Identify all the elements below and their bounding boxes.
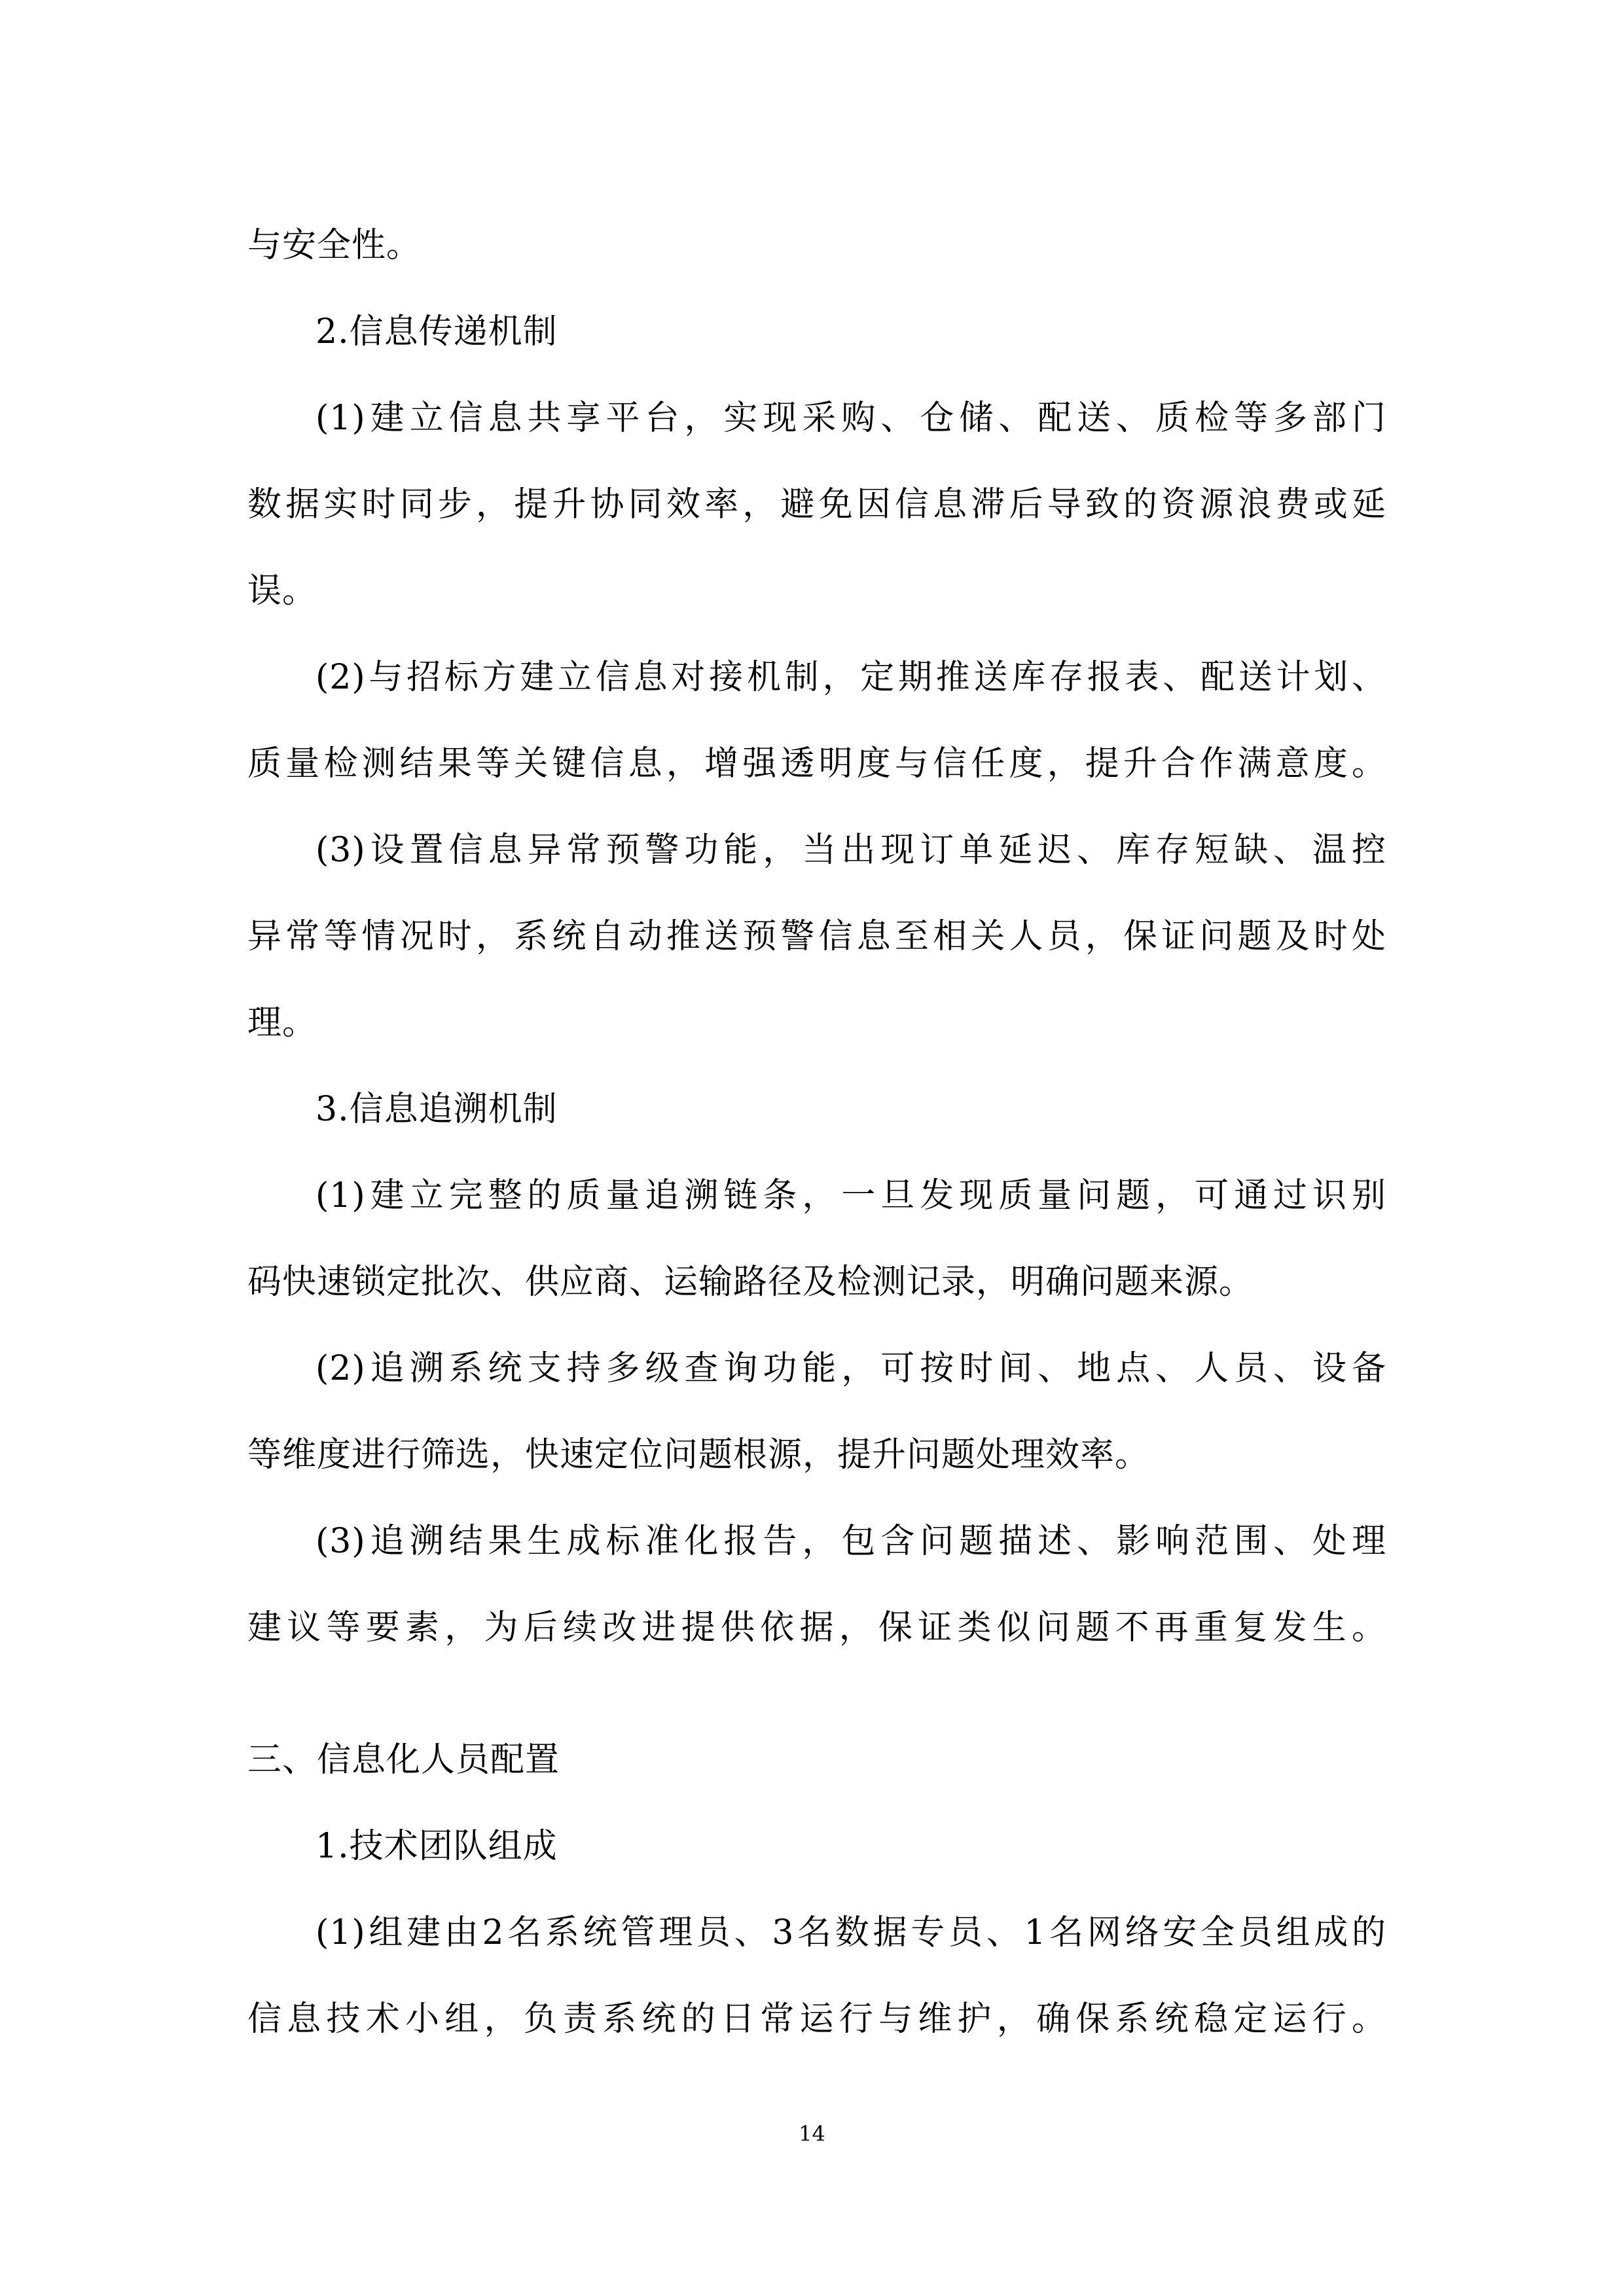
paragraph-line: (2)追溯系统支持多级查询功能，可按时间、地点、人员、设备 (316, 1349, 1386, 1388)
section-heading: 三、信息化人员配置 (247, 1740, 560, 1780)
paragraph-line: 质量检测结果等关键信息，增强透明度与信任度，提升合作满意度。 (247, 744, 1386, 783)
paragraph-line: 数据实时同步，提升协同效率，避免因信息滞后导致的资源浪费或延 (247, 485, 1386, 524)
paragraph-line: (1)建立信息共享平台，实现采购、仓储、配送、质检等多部门 (316, 399, 1386, 438)
document-body (247, 202, 1386, 2062)
paragraph-line: (3)设置信息异常预警功能，当出现订单延迟、库存短缺、温控 (316, 831, 1386, 870)
paragraph-line: 理。 (247, 1003, 317, 1043)
paragraph-line: (2)与招标方建立信息对接机制，定期推送库存报表、配送计划、 (316, 658, 1386, 697)
subsection-heading: 2.信息传递机制 (316, 312, 558, 351)
paragraph-line: 误。 (247, 571, 317, 611)
page-number: 14 (799, 2121, 825, 2146)
paragraph-line: 码快速锁定批次、供应商、运输路径及检测记录，明确问题来源。 (247, 1263, 1254, 1302)
paragraph-line: 等维度进行筛选，快速定位问题根源，提升问题处理效率。 (247, 1435, 1150, 1475)
paragraph-line: 异常等情况时，系统自动推送预警信息至相关人员，保证问题及时处 (247, 917, 1386, 956)
paragraph-line: 建议等要素，为后续改进提供依据，保证类似问题不再重复发生。 (247, 1608, 1386, 1647)
section-spacer (247, 1671, 1386, 1717)
subsection-heading: 1.技术团队组成 (316, 1827, 558, 1866)
subsection-heading: 3.信息追溯机制 (316, 1090, 558, 1129)
paragraph-line: (3)追溯结果生成标准化报告，包含问题描述、影响范围、处理 (316, 1522, 1386, 1561)
paragraph-line: (1)组建由2名系统管理员、3名数据专员、1名网络安全员组成的 (316, 1913, 1386, 1952)
paragraph-line: 与安全性。 (247, 226, 422, 265)
paragraph-line: 信息技术小组，负责系统的日常运行与维护，确保系统稳定运行。 (247, 2000, 1386, 2039)
paragraph-line: (1)建立完整的质量追溯链条，一旦发现质量问题，可通过识别 (316, 1176, 1386, 1215)
